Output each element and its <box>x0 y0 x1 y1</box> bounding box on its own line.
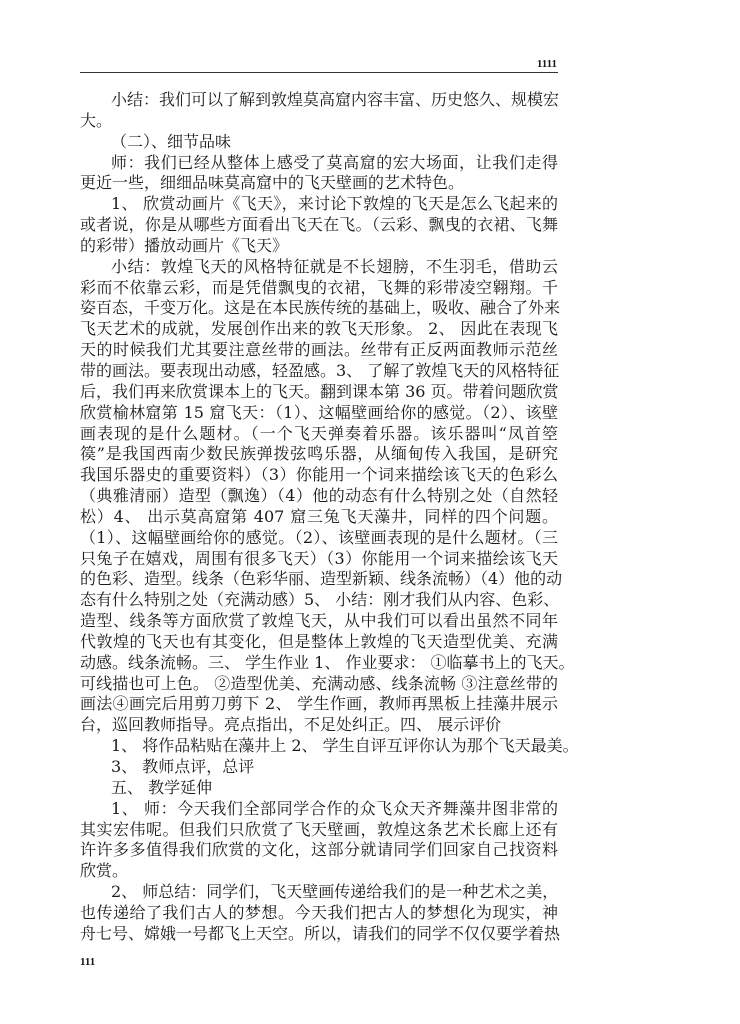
paragraph-line: 1、 欣赏动画片《飞天》，来讨论下敦煌的飞天是怎么飞起来的 <box>111 194 558 214</box>
paragraph-line: 的彩带）播放动画片《飞天》 <box>80 235 289 255</box>
paragraph-line: 师：我们已经从整体上感受了莫高窟的宏大场面，让我们走得 <box>111 152 558 172</box>
footer-page-number: 111 <box>80 956 96 968</box>
section-heading: 五、 教学延伸 <box>111 777 213 797</box>
paragraph-line: 欣赏榆林窟第 15 窟飞天：（1）、这幅壁画给你的感觉。（2）、该壁 <box>80 402 558 422</box>
header-rule <box>80 72 558 73</box>
paragraph-line: 我国乐器史的重要资料）（3）你能用一个词来描绘该飞天的色彩么 <box>80 465 558 485</box>
paragraph-line: 或者说，你是从哪些方面看出飞天在飞。（云彩、飘曳的衣裙、飞舞 <box>80 215 558 235</box>
paragraph-line: 松）4、 出示莫高窟第 407 窟三兔飞天藻井，同样的四个问题。 <box>80 506 558 526</box>
section-heading: （二）、细节品味 <box>111 131 232 151</box>
header-page-number: 1111 <box>536 58 557 70</box>
paragraph-line: 的色彩、造型。线条（色彩华丽、造型新颖、线条流畅）（4）他的动 <box>80 569 563 589</box>
paragraph-line: 舟七号、嫦娥一号都飞上天空。所以，请我们的同学不仅仅要学着热 <box>80 923 561 943</box>
paragraph-line: 态有什么特别之处（充满动感）5、 小结：刚才我们从内容、色彩、 <box>80 590 560 610</box>
paragraph-line: 3、 教师点评，总评 <box>111 757 255 776</box>
paragraph-line: 只兔子在嬉戏，周围有很多飞天）（3）你能用一个词来描绘该飞天 <box>80 548 558 568</box>
paragraph-line: 2、 师总结：同学们，飞天壁画传递给我们的是一种艺术之美， <box>111 882 559 902</box>
paragraph-line: 姿百态，千变万化。这是在本民族传统的基础上，吸收、融合了外来 <box>80 298 561 318</box>
paragraph-line: 更近一些，细细品味莫高窟中的飞天壁画的艺术特色。 <box>80 173 465 193</box>
paragraph-line: 大。 <box>80 110 113 130</box>
paragraph-line: 1、 将作品粘贴在藻井上 2、 学生自评互评你认为那个飞天最美。 <box>111 736 579 756</box>
paragraph-line: 造型、线条等方面欣赏了敦煌飞天，从中我们可以看出虽然不同年 <box>80 611 558 631</box>
paragraph-line: 小结：我们可以了解到敦煌莫高窟内容丰富、历史悠久、规模宏 <box>111 90 560 109</box>
paragraph-line: 篌”是我国西南少数民族弹拨弦鸣乐器，从缅甸传入我国，是研究 <box>80 444 558 464</box>
paragraph-line: 带的画法。要表现出动感，轻盈感。3、 了解了敦煌飞天的风格特征 <box>80 360 560 380</box>
paragraph-line: 也传递给了我们古人的梦想。今天我们把古人的梦想化为现实，神 <box>80 902 558 922</box>
paragraph-line: 天的时候我们尤其要注意丝带的画法。丝带有正反两面教师示范丝 <box>80 340 558 360</box>
paragraph-line: 台，巡回教师指导。亮点指出，不足处纠正。四、 展示评价 <box>80 715 502 735</box>
paragraph-line: 动感。线条流畅。三、 学生作业 1、 作业要求： ①临摹书上的飞天。 <box>80 652 575 672</box>
paragraph-line: 画表现的是什么题材。（一个飞天弹奏着乐器。该乐器叫“凤首箜 <box>80 423 558 443</box>
paragraph-line: 欣赏。 <box>80 861 129 881</box>
paragraph-line: 画法④画完后用剪刀剪下 2、 学生作画，教师再黑板上挂藻井展示 <box>80 694 558 714</box>
paragraph-line: 其实宏伟呢。但我们只欣赏了飞天壁画，敦煌这条艺术长廊上还有 <box>80 819 558 839</box>
paragraph-line: （1）、这幅壁画给你的感觉。（2）、该壁画表现的是什么题材。（三 <box>80 527 558 547</box>
paragraph-line: 1、 师：今天我们全部同学合作的众飞众天齐舞藻井图非常的 <box>111 798 558 818</box>
paragraph-line: 代敦煌的飞天也有其变化，但是整体上敦煌的飞天造型优美、充满 <box>80 631 558 651</box>
paragraph-line: 小结：敦煌飞天的风格特征就是不长翅膀，不生羽毛，借助云 <box>111 256 558 276</box>
paragraph-line: 彩而不依靠云彩，而是凭借飘曳的衣裙，飞舞的彩带凌空翱翔。千 <box>80 277 558 297</box>
document-body <box>80 90 579 945</box>
paragraph-line: 许许多多值得我们欣赏的文化，这部分就请同学们回家自己找资料 <box>80 840 558 860</box>
paragraph-line: （典雅清丽）造型（飘逸）（4）他的动态有什么特别之处（自然轻 <box>80 486 558 506</box>
paragraph-line: 飞天艺术的成就，发展创作出来的敦飞天形象。 2、 因此在表现飞 <box>80 319 558 339</box>
paragraph-line: 后，我们再来欣赏课本上的飞天。翻到课本第 36 页。带着问题欣赏 <box>80 381 559 401</box>
paragraph-line: 可线描也可上色。 ②造型优美、充满动感、线条流畅 ③注意丝带的 <box>80 673 558 693</box>
